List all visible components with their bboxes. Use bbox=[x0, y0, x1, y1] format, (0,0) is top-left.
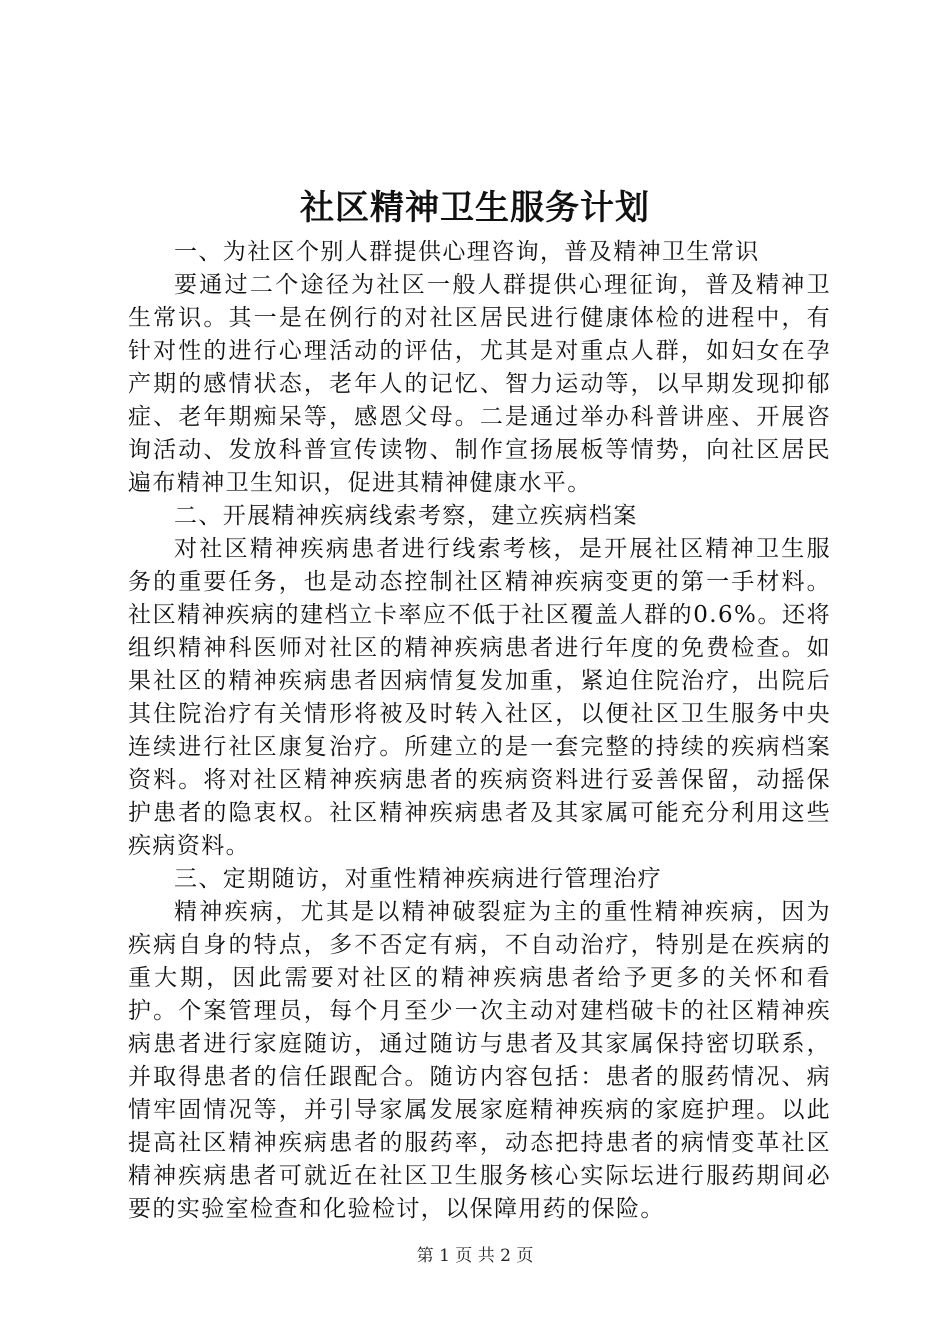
document-title: 社区精神卫生服务计划 bbox=[300, 188, 650, 228]
section-3 bbox=[128, 863, 831, 1226]
section-paragraph: 要通过二个途径为社区一般人群提供心理征询，普及精神卫生常识。其一是在例行的对社区居民进行健康体检的进程中，有针对性的进行心理活动的评估，尤其是对重点人群，如妇女在孕产期的感情状态，老年人的记忆、智力运动等，以早期发现抑郁症、老年期痴呆等，感恩父母。二是通过举办科普讲座、开展咨询活动、发放科普宣传读物、制作宣扬展板等情势，向社区居民遍布精神卫生知识，促进其精神健康水平。 bbox=[128, 272, 831, 496]
section-heading: 三、定期随访，对重性精神疾病进行管理治疗 bbox=[174, 866, 662, 892]
section-heading: 二、开展精神疾病线索考察，建立疾病档案 bbox=[174, 503, 638, 529]
section-paragraph: 对社区精神疾病患者进行线索考核，是开展社区精神卫生服务的重要任务，也是动态控制社区精神疾病变更的第一手材料。社区精神疾病的建档立卡率应不低于社区覆盖人群的0.6%。还将组织精神科医师对社区的精神疾病患者进行年度的免费检查。如果社区的精神疾病患者因病情复发加重，紧迫住院治疗，出院后其住院治疗有关情形将被及时转入社区，以便社区卫生服务中央连续进行社区康复治疗。所建立的是一套完整的持续的疾病档案资料。将对社区精神疾病患者的疾病资料进行妥善保留，动摇保护患者的隐衷权。社区精神疾病患者及其家属可能充分利用这些疾病资料。 bbox=[128, 536, 831, 859]
section-1 bbox=[128, 236, 831, 500]
section-2 bbox=[128, 500, 831, 863]
section-paragraph: 精神疾病，尤其是以精神破裂症为主的重性精神疾病，因为疾病自身的特点，多不否定有病，不自动治疗，特别是在疾病的重大期，因此需要对社区的精神疾病患者给予更多的关怀和看护。个案管理员，每个月至少一次主动对建档破卡的社区精神疾病患者进行家庭随访，通过随访与患者及其家属保持密切联系，并取得患者的信任跟配合。随访内容包括：患者的服药情况、病情牢固情况等，并引导家属发展家庭精神疾病的家庭护理。以此提高社区精神疾病患者的服药率，动态把持患者的病情变革社区精神疾病患者可就近在社区卫生服务核心实际坛进行服药期间必要的实验室检查和化验检讨，以保障用药的保险。 bbox=[128, 899, 831, 1222]
document-body bbox=[128, 236, 831, 1226]
page-number-footer: 第 1 页 共 2 页 bbox=[416, 1246, 534, 1266]
section-heading: 一、为社区个别人群提供心理咨询，普及精神卫生常识 bbox=[174, 239, 760, 265]
